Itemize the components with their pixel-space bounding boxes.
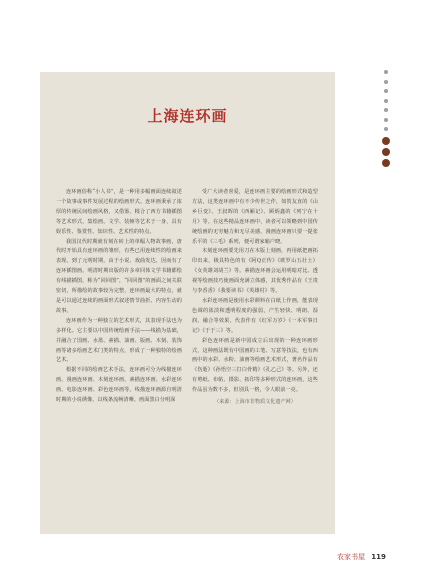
article-column-left [56,188,182,406]
article-column-right [192,188,318,408]
dot-icon [382,137,390,145]
dot-icon [384,118,388,122]
paragraph: 木刻连环画要先用刀在木版上刻画，再用纸把画拓印出来，极具特色的有《阿Q正传》《欧罗山五壮士》《女英雄刘胡兰》等。素描连环画会运用明暗对比、透视等绘画技巧使画面充满立体感，其优秀作品有《王贵与李香香》《我要读书》《英雄村》等。 [192,248,318,295]
paragraph: 受广大读者喜爱，是连环画主要的绘画形式和造型方法，这类连环画中有不少传世之作，如贺友直的《山乡巨变》、王叔晖的《西厢记》、顾炳鑫的《列宁在十月》等。在这些精品连环画中，读者可以领略到中国传统绘画的无穷魅力和无尽美感。漫画连环画只要一提张乐平的《三毛》系列，便可谓家喻户晓。 [192,189,318,245]
article-source: （来源：上海市非物质文化遗产网） [214,399,296,406]
paragraph: 连环画俗称“小人书”，是一种用多幅画面连续叙述一个故事或事件发展过程的绘画形式。连环画秉承了浓厚的传统民间绘画风格，又借鉴、糅合了西方书籍插图等艺术形式，集绘画、文学、装帧等艺术于一身，具有娱乐性、鉴赏性、知识性、艺术性的特点。 [56,189,182,235]
dot-icon [384,89,388,93]
paragraph: 我国汉代时期就有刻在砖上的单幅人物故事画，唐代时开始具有连环画的雏形，有些已用连续性的绘画来表现。到了元明时期，由于小说、戏曲发达，因而有了连环插图画。明清时期出版的许多章回体文学书籍都绘有线描插图，称为“回回图”，“回回图”的画面之间关联密切，所描绘的故事较为完整，连环画最大的特点，就是可以通过连续的画面形式叙述情节曲折、内容生动的故事。 [56,238,182,314]
dot-icon [384,108,388,112]
article-title: 上海连环画 [147,107,228,125]
dot-icon [384,99,388,103]
paragraph: 根据不同的绘画艺术手法，连环画可分为线描连环画、漫画连环画、木刻连环画、素描连环画、水彩连环画、电影连环画、彩色连环画等。线描连环画源自明清时期的小说绣像，以线条流畅清晰、画面黑白分明深 [56,367,182,404]
paragraph: 连环画作为一种独立的艺术形式，其表现手法也为多样化。它主要以中国传统绘画手法——线描为基础，并融合了国画、水墨、素描、油画、版画、木刻、装饰画等诸多绘画艺术门类的特点，形成了一种独特的绘画艺术。 [56,317,182,364]
paragraph: 水彩连环画是使用水彩颜料在白纸上作画，能表现色调的浓淡和透明程度的强弱，产生轻快、明朗、湿润、融合等效果，代表作有《红军万岁》《一本军事日记》《于于三》等。 [192,297,318,334]
dot-icon [384,80,388,84]
page-footer [337,552,386,562]
paragraph: 彩色连环画是新中国成立后出现的一种连环画形式，这种画法既有中国画的工笔、写意等技法，也有西画中的水彩、水粉、油画等绘画艺术形式，著名作品有《伤逝》《孙悟空三打白骨精》《孔乙己》等。另外，还有剪纸、布帖、摄影、拓印等多种形式的连环画，这些作品虽为数不多，但别具一格，令人眼前一亮。 [192,337,318,394]
dot-icon [382,159,390,167]
dot-icon [382,148,390,156]
footer-brand: 农家书屋 [337,553,365,561]
dot-icon [384,70,388,74]
decorative-dot-column [382,70,390,170]
dot-icon [384,127,388,131]
page-number: 119 [371,553,386,561]
